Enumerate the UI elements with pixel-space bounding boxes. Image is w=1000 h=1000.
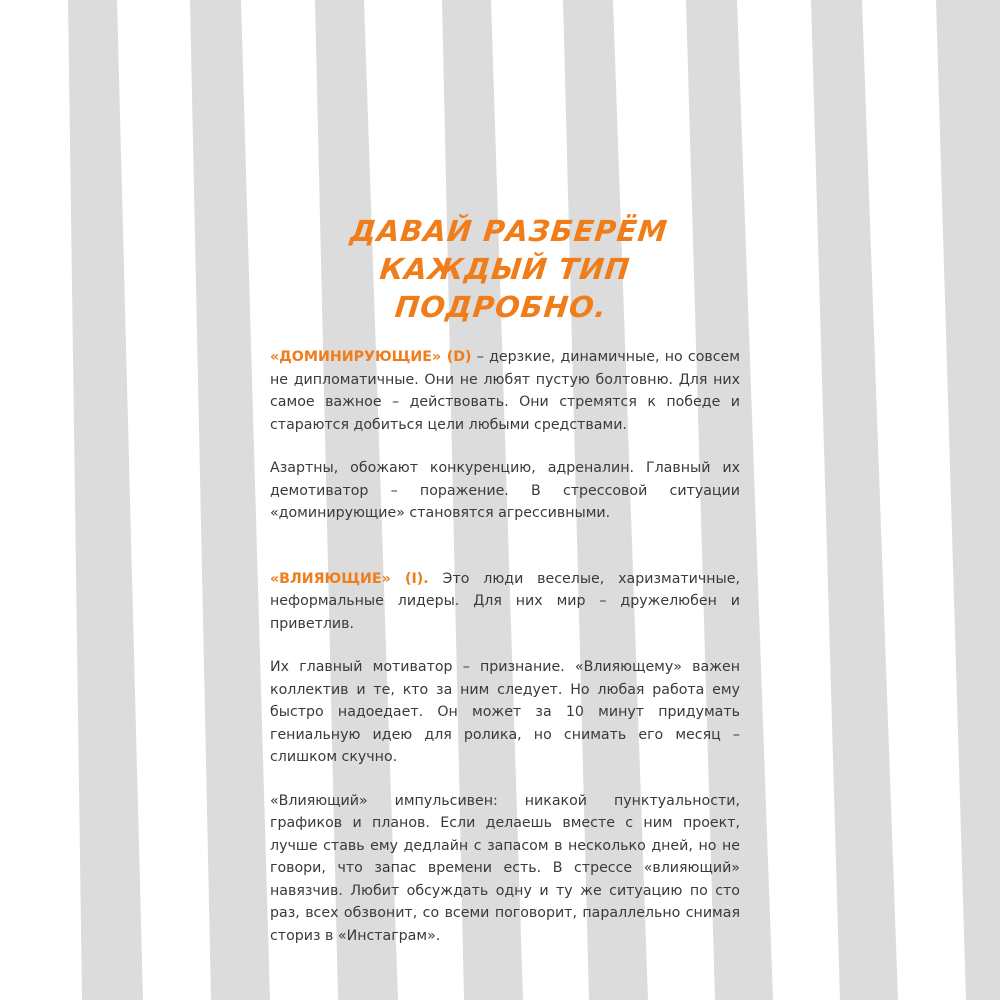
stripe xyxy=(68,0,143,1000)
paragraph-influencing-motivator: Их главный мотиватор – признание. «Влияющему» важен коллектив и те, кто за ним следует. Но любая работа ему быстро надоедает. Он может за 10 минут придумать гениальную идею для ролика, но снимать его месяц – слишком скучно. xyxy=(270,659,740,765)
paragraph-influencing-behavior: «Влияющий» импульсивен: никакой пунктуальности, графиков и планов. Если делаешь вместе с ним проект, лучше ставь ему дедлайн с запасом в несколько дней, но не говори, что запас времени есть. В стрессе «влияющий» навязчив. Любит обсуждать одну и ту же ситуацию по сто раз, всех обзвонит, со всеми поговорит, параллельно снимая сториз в «Инстаграм». xyxy=(270,792,740,944)
paragraph-dominant-intro xyxy=(270,346,740,436)
stripe xyxy=(936,0,1000,1000)
paragraph-dominant-details: Азартны, обожают конкуренцию, адреналин. Главный их демотиватор – поражение. В стрессовой ситуации «доминирующие» становятся агрессивными. xyxy=(270,460,740,521)
term-dominant: «ДОМИНИРУЮЩИЕ» (D) xyxy=(270,349,472,365)
title-line-2: ПОДРОБНО. xyxy=(393,290,609,324)
stripe xyxy=(811,0,898,1000)
text-block xyxy=(270,212,740,968)
stripe xyxy=(190,0,270,1000)
page-title xyxy=(264,212,746,326)
dominant-description: – дерзкие, динамичные, но совсем не дипломатичные. Они не любят пустую болтовню. Для них самое важное – действовать. Они стремятся к победе и стараются добиться цели любыми средствами. xyxy=(270,349,740,433)
influencing-description: Это люди веселые, харизматичные, неформальные лидеры. Для них мир – дружелюбен и приветлив. xyxy=(270,570,740,632)
title-line-1: ДАВАЙ РАЗБЕРЁМ КАЖДЫЙ ТИП xyxy=(348,214,670,286)
paragraph-influencing-intro xyxy=(270,568,740,636)
term-influencing: «ВЛИЯЮЩИЕ» (I). xyxy=(270,570,429,587)
